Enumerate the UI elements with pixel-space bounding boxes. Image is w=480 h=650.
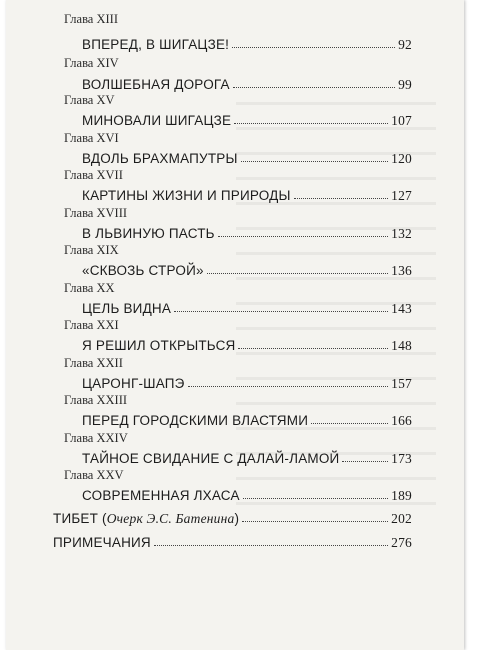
page-number: 99 <box>398 77 412 92</box>
essay-subtitle: Очерк Э.С. Батенина <box>106 511 235 526</box>
dot-leader <box>232 46 395 48</box>
chapter-label: Глава XIX <box>64 243 119 257</box>
chapter-title: В ЛЬВИНУЮ ПАСТЬ <box>82 226 215 241</box>
book-page <box>6 0 464 650</box>
chapter-label: Глава XVIII <box>64 206 128 220</box>
chapter-title: ПЕРЕД ГОРОДСКИМИ ВЛАСТЯМИ <box>82 413 309 428</box>
chapter-label: Глава XXIV <box>64 431 128 445</box>
dot-leader <box>234 122 388 124</box>
toc-entry-notes[interactable] <box>53 535 412 551</box>
chapter-title: КАРТИНЫ ЖИЗНИ И ПРИРОДЫ <box>82 188 291 203</box>
toc-entry[interactable] <box>82 376 412 392</box>
chapter-label: Глава XXV <box>64 468 124 482</box>
page-number: 157 <box>391 376 412 391</box>
chapter-title: ВОЛШЕБНАЯ ДОРОГА <box>82 77 230 92</box>
toc-entry[interactable] <box>82 113 412 129</box>
toc-entry-tibet[interactable] <box>53 511 412 527</box>
page-number: 189 <box>391 488 412 503</box>
chapter-title: ЦАРОНГ-ШАПЭ <box>82 376 185 391</box>
chapter-label: Глава XXII <box>64 356 123 370</box>
page-number: 276 <box>391 535 412 550</box>
chapter-label: Глава XVI <box>64 131 119 145</box>
chapter-label: Глава XV <box>64 93 115 107</box>
dot-leader <box>241 160 389 162</box>
page-number: 136 <box>391 263 412 278</box>
chapter-label: Глава XIV <box>64 56 119 70</box>
toc-entry[interactable] <box>82 226 412 242</box>
page-number: 166 <box>391 413 412 428</box>
dot-leader <box>233 86 395 88</box>
toc-entry[interactable] <box>82 338 412 354</box>
toc-entry[interactable] <box>82 188 412 204</box>
chapter-title: ВПЕРЕД, В ШИГАЦЗЕ! <box>82 37 230 52</box>
chapter-title: МИНОВАЛИ ШИГАЦЗЕ <box>82 113 232 128</box>
dot-leader <box>174 310 388 312</box>
chapter-title: СОВРЕМЕННАЯ ЛХАСА <box>82 488 240 503</box>
dot-leader <box>154 544 388 546</box>
chapter-label: Глава XX <box>64 281 115 295</box>
page-number: 120 <box>391 151 412 166</box>
dot-leader <box>294 197 388 199</box>
dot-leader <box>207 272 388 274</box>
chapter-label: Глава XXIII <box>64 393 128 407</box>
dot-leader <box>218 235 388 237</box>
toc-entry[interactable] <box>82 451 412 467</box>
chapter-title: ТАЙНОЕ СВИДАНИЕ С ДАЛАЙ-ЛАМОЙ <box>82 451 340 466</box>
page-number: 202 <box>391 511 412 526</box>
page-number: 143 <box>391 301 412 316</box>
toc-entry[interactable] <box>82 413 412 429</box>
page-number: 173 <box>391 451 412 466</box>
dot-leader <box>238 347 388 349</box>
dot-leader <box>342 460 388 462</box>
notes-title: ПРИМЕЧАНИЯ <box>53 535 151 550</box>
dot-leader <box>243 497 388 499</box>
toc-entry[interactable] <box>82 151 412 167</box>
chapter-label: Глава XIII <box>64 12 118 26</box>
toc-entry[interactable] <box>82 37 412 53</box>
chapter-title: ЦЕЛЬ ВИДНА <box>82 301 172 316</box>
toc-entry[interactable] <box>82 77 412 93</box>
dot-leader <box>311 422 388 424</box>
chapter-title: Я РЕШИЛ ОТКРЫТЬСЯ <box>82 338 236 353</box>
tibet-title: ТИБЕТ (Очерк Э.С. Батенина) <box>53 511 240 526</box>
table-of-contents <box>6 0 464 650</box>
chapter-title: ВДОЛЬ БРАХМАПУТРЫ <box>82 151 238 166</box>
dot-leader <box>188 385 389 387</box>
chapter-title: «СКВОЗЬ СТРОЙ» <box>82 263 204 278</box>
dot-leader <box>242 520 388 522</box>
page-number: 107 <box>391 113 412 128</box>
chapter-label: Глава XVII <box>64 168 123 182</box>
page-number: 148 <box>391 338 412 353</box>
page-number: 92 <box>398 37 412 52</box>
page-number: 127 <box>391 188 412 203</box>
toc-entry[interactable] <box>82 488 412 504</box>
page-number: 132 <box>391 226 412 241</box>
toc-entry[interactable] <box>82 263 412 279</box>
toc-entry[interactable] <box>82 301 412 317</box>
chapter-label: Глава XXI <box>64 318 119 332</box>
